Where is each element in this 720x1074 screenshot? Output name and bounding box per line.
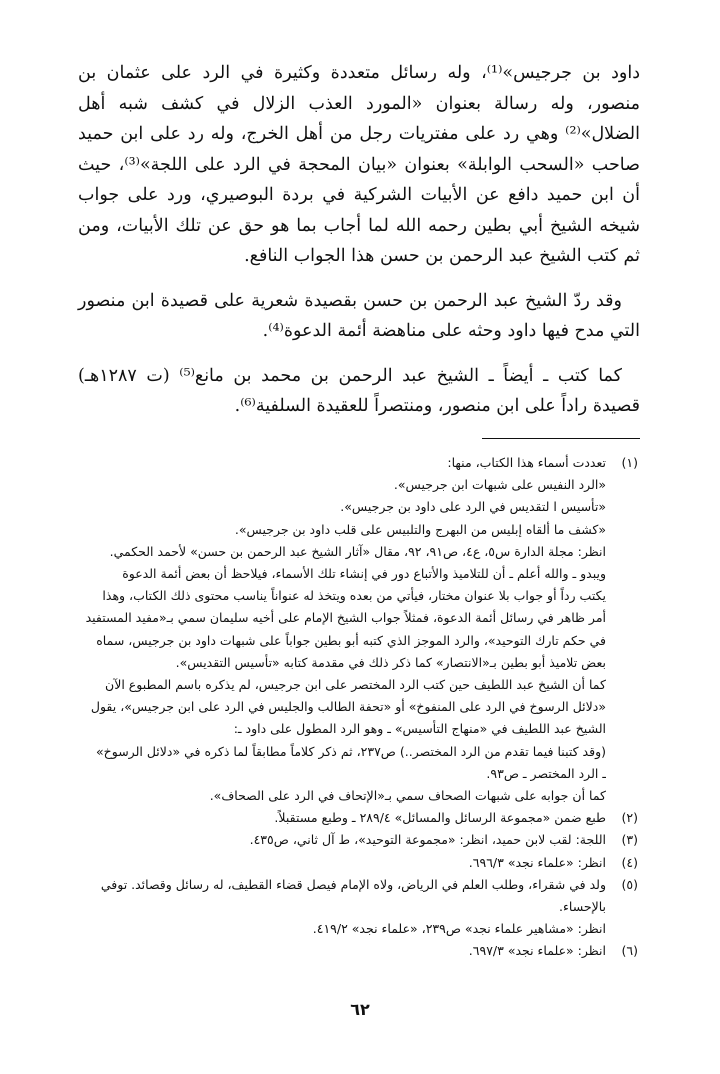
page-number: ٦٢ [350, 1000, 370, 1019]
footnote-number: (٥) [621, 876, 638, 892]
footnote-6 [78, 940, 638, 962]
footnote-body [78, 940, 606, 962]
footnote-line: ـ الرد المختصر ـ ص٩٣. [486, 765, 606, 781]
footnote-separator [482, 438, 640, 439]
paragraph-2: وقد ردّ الشيخ عبد الرحمن بن حسن بقصيدة شعرية على قصيدة ابن منصور التي مدح فيها داود وحثه على مناهضة أئمة الدعوة⁽⁴⁾. [78, 290, 640, 341]
footnote-line: كما أن جوابه على شبهات الصحاف سمي بـ«الإتحاف في الرد على الصحاف». [209, 788, 606, 804]
footnote-line: انظر: «علماء نجد» ٦٩٦/٣. [468, 854, 606, 870]
footnote-line: اللجة: لقب لابن حميد، انظر: «مجموعة التوحيد»، ط آل ثاني، ص٤٣٥. [249, 832, 606, 848]
footnote-line: بالإحساء. [559, 899, 606, 915]
footnote-line: انظر: «علماء نجد» ٦٩٧/٣. [468, 943, 606, 959]
footnote-body [78, 829, 606, 851]
footnote-3 [78, 829, 638, 851]
footnote-4 [78, 852, 638, 874]
main-text [78, 58, 640, 436]
footnote-line: تعددت أسماء هذا الكتاب، منها: [447, 455, 606, 470]
footnote-5 [78, 874, 638, 941]
footnote-line: يكتب رداً أو جواب بلا عنوان مختار، فيأتي من بعده ويتخذ له عنواناً يناسب محتوى ذلك الكتاب، وهذا [102, 588, 606, 604]
footnote-line: انظر: «مشاهير علماء نجد» ص٢٣٩، «علماء نجد» ٤١٩/٢. [312, 921, 606, 937]
footnote-number: (٢) [621, 810, 638, 826]
footnote-number: (٦) [621, 943, 638, 959]
footnote-1 [78, 452, 638, 807]
footnote-number: (٣) [621, 832, 638, 848]
footnote-body [78, 874, 606, 941]
footnote-line: بعض تلاميذ أبو بطين بـ«الانتصار» كما ذكر ذلك في مقدمة كتابه «تأسيس التقديس». [175, 654, 606, 670]
footnote-body [78, 852, 606, 874]
footnote-line: انظر: مجلة الدارة س٥، ع٤، ص٩١، ٩٢، مقال «آثار الشيخ عبد الرحمن بن حسن» لأحمد الحكمي. [109, 543, 606, 559]
footnote-line: كما أن الشيخ عبد اللطيف حين كتب الرد المختصر على ابن جرجيس، لم يذكره باسم المطبوع الآن [105, 677, 606, 693]
footnote-line: ولد في شقراء، وطلب العلم في الرياض، ولاه الإمام فيصل قضاء القطيف، له رسائل وقصائد. توفي [100, 876, 606, 892]
footnote-line: ويبدو ـ والله أعلم ـ أن للتلاميذ والأتباع دور في إنشاء تلك الأسماء، فيلاحظ أن بعض أئمة الدعوة [122, 566, 606, 582]
footnote-body [78, 807, 606, 829]
paragraph-3: كما كتب ـ أيضاً ـ الشيخ عبد الرحمن بن محمد بن مانع⁽⁵⁾ (ت ١٢٨٧هـ) قصيدة راداً على ابن منصور، ومنتصراً للعقيدة السلفية⁽⁶⁾. [78, 365, 640, 416]
footnote-line: (وقد كتبنا فيما تقدم من الرد المختصر..) ص٢٣٧، ثم ذكر كلاماً مطابقاً لما ذكره في «دلائل الرسوخ» [96, 743, 606, 759]
footnote-line: أمر ظاهر في رسائل أئمة الدعوة، فمثلاً جواب الشيخ الإمام على أخيه سليمان سمي بـ«مفيد المستفيد [85, 610, 606, 626]
footnote-line: «الرد النفيس على شبهات ابن جرجيس». [393, 477, 606, 493]
footnotes [78, 452, 638, 963]
footnote-line: «كشف ما ألقاه إبليس من البهرج والتلبيس على قلب داود بن جرجيس». [234, 521, 606, 537]
footnote-line: «تأسيس ا لتقديس في الرد على داود بن جرجيس». [340, 499, 606, 515]
footnote-2 [78, 807, 638, 829]
footnote-line: الشيخ عبد اللطيف في «منهاج التأسيس» ـ وهو الرد المطول على داود ـ: [233, 721, 606, 737]
footnote-line: في حكم تارك التوحيد»، والرد الموجز الذي كتبه أبو بطين جواباً على شبهات داود بن جرجيس، سماه [96, 632, 606, 648]
footnote-line: طبع ضمن «مجموعة الرسائل والمسائل» ٢٨٩/٤ ـ وطبع مستقبلاً. [274, 810, 606, 826]
paragraph-1: داود بن جرجيس»⁽¹⁾، وله رسائل متعددة وكثيرة في الرد على عثمان بن منصور، وله رسالة بعنوان «المورد العذب الزلال في كشف شبه أهل الضلال»⁽²⁾ وهي رد على مفتريات رجل من أهل الخرج، وله رد على ابن حميد صاحب «السحب الوابلة» بعنوان «بيان المحجة في الرد على اللجة»⁽³⁾، حيث أن ابن حميد دافع عن الأبيات الشركية في بردة البوصيري، ورد على جواب شيخه الشيخ أبي بطين رحمه الله لما أجاب بما هو حق عن تلك الأبيات، ومن ثم كتب الشيخ عبد الرحمن بن حسن هذا الجواب النافع. [78, 63, 640, 266]
footnote-line: «دلائل الرسوخ في الرد على المنفوخ» أو «تحفة الطالب والجليس في الرد على ابن جرجيس»، يقول [90, 699, 606, 715]
footnote-number: (٤) [621, 854, 638, 870]
footnote-number: (١) [621, 455, 638, 470]
footnote-body [78, 452, 606, 807]
